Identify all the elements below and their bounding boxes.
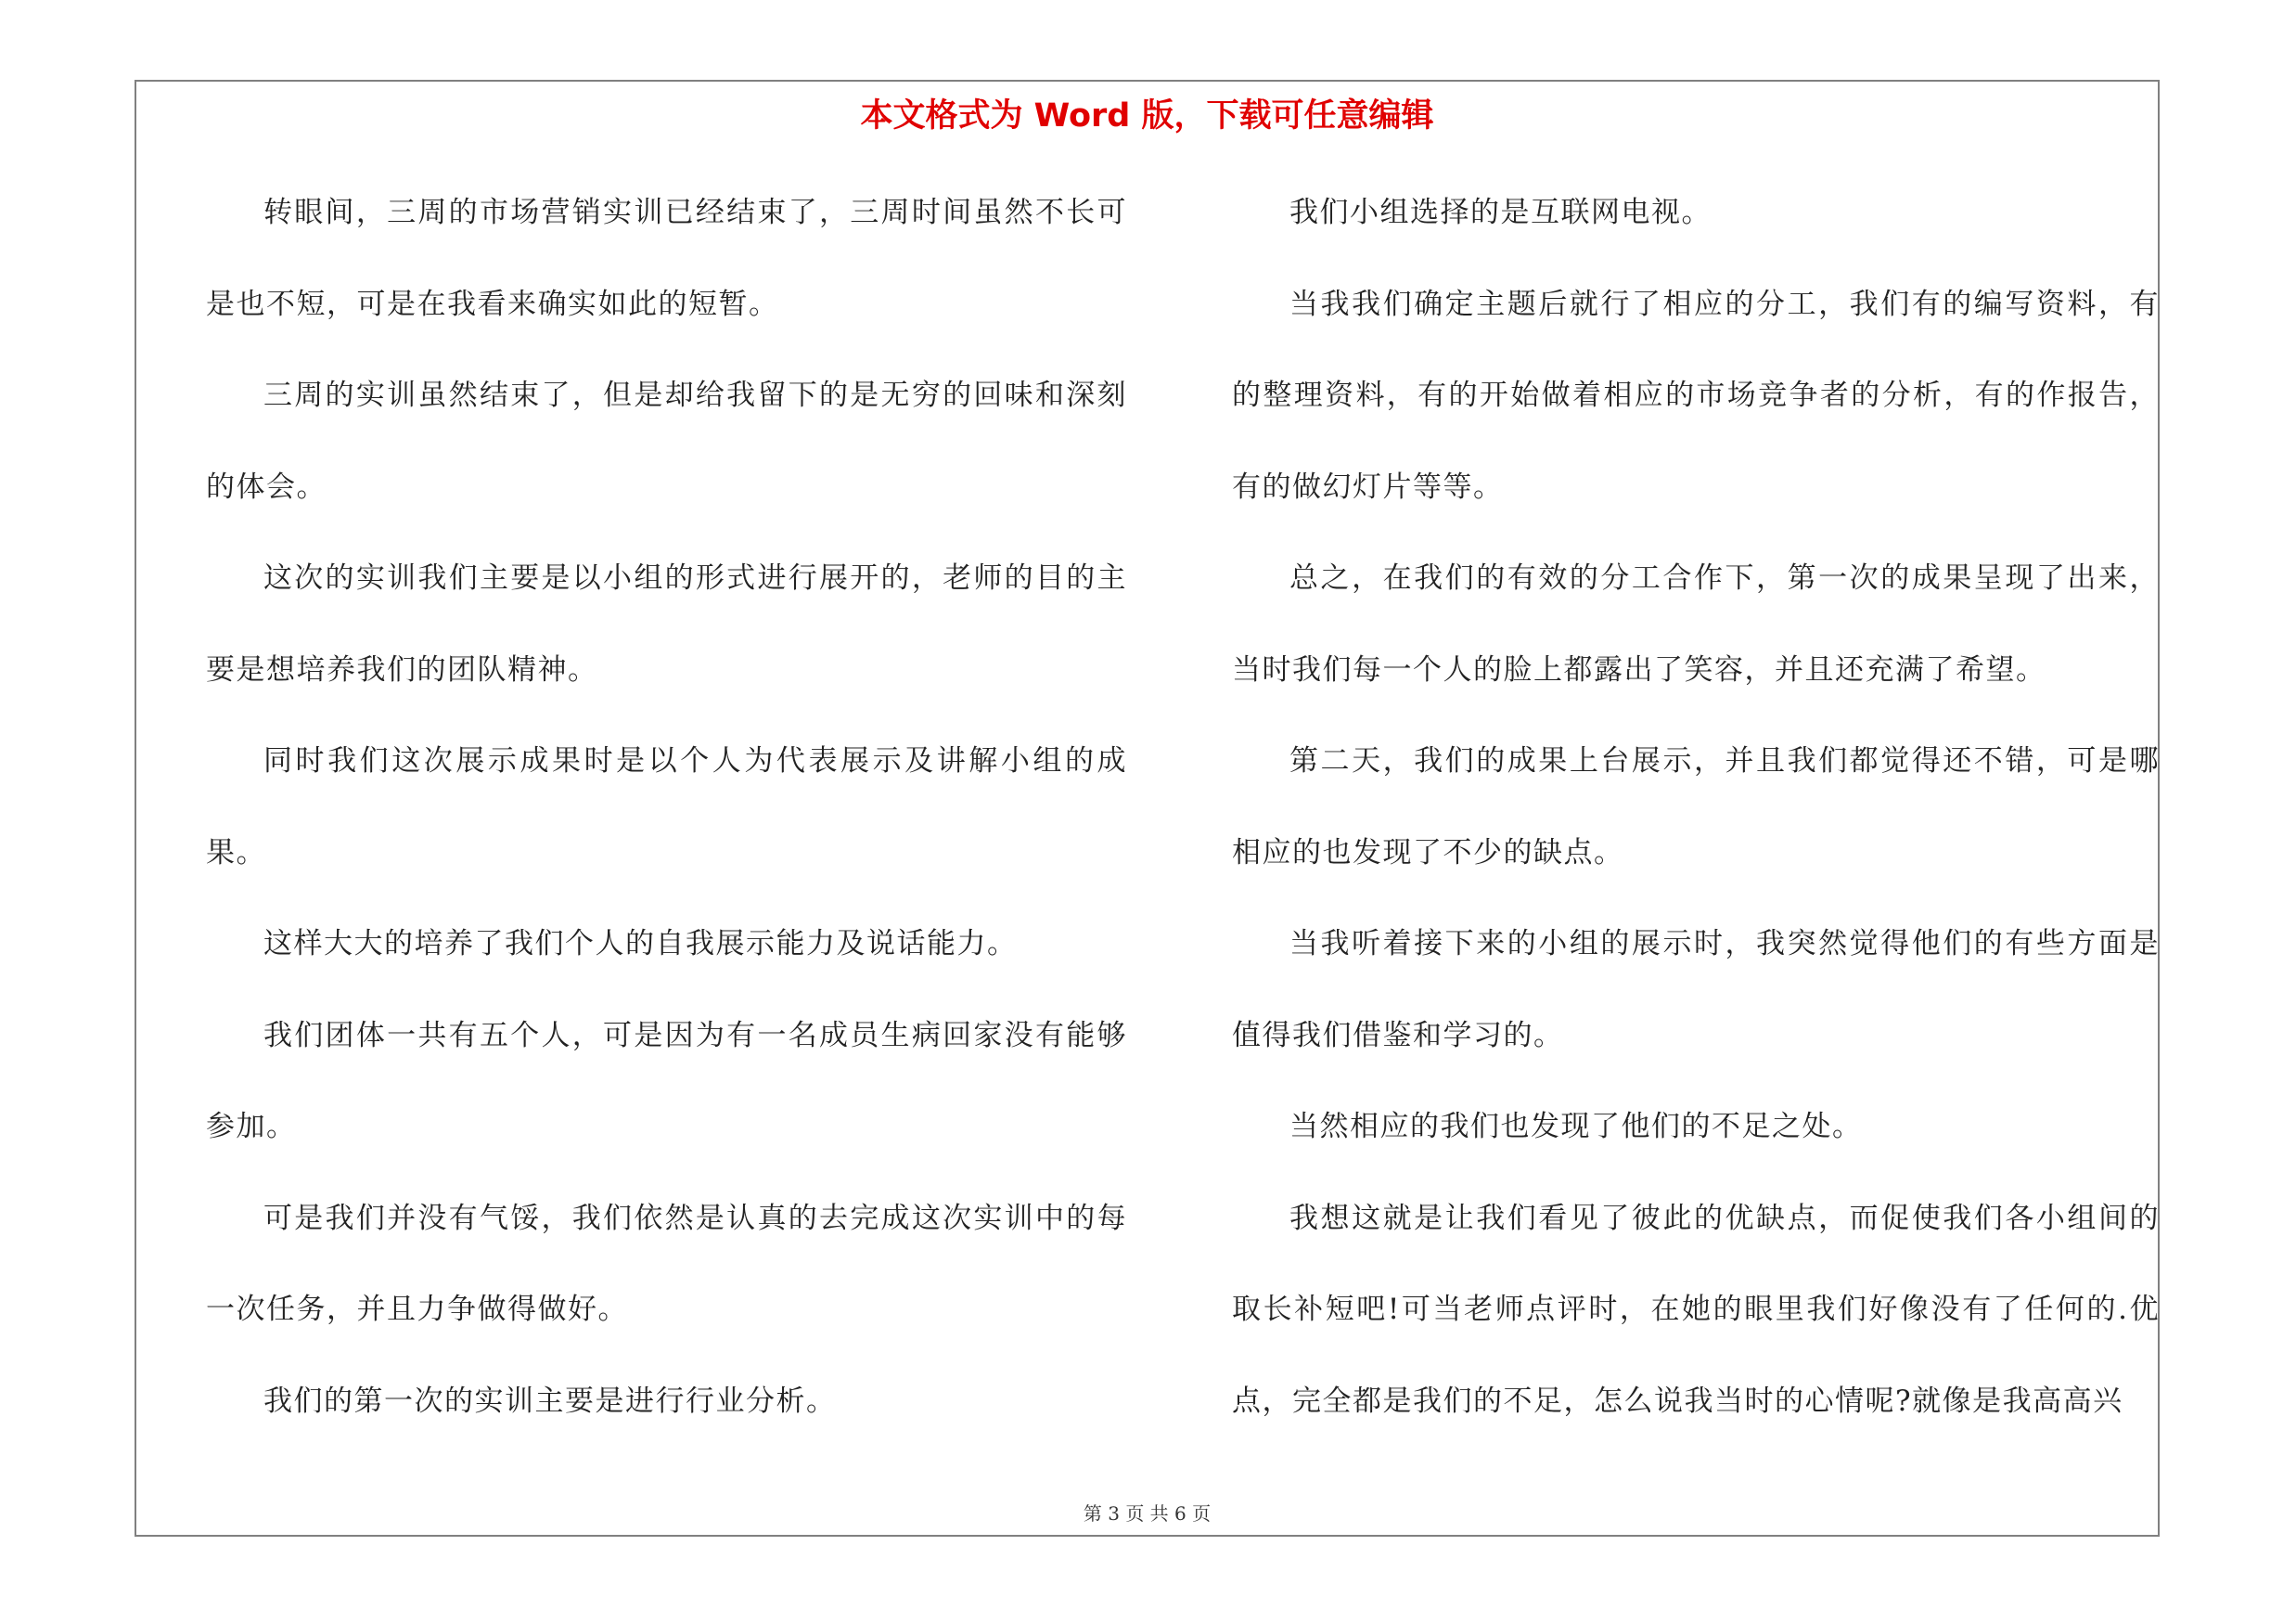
page-number: 第 3 页 共 6 页: [1083, 1502, 1212, 1525]
paragraph: 当然相应的我们也发现了他们的不足之处。: [1289, 1110, 1863, 1143]
paragraph: 转眼间，三周的市场营销实训已经结束了，三周时间虽然不长可是也不短，可是在我看来确实如此的短暂。: [206, 196, 1127, 321]
paragraph: 三周的实训虽然结束了，但是却给我留下的是无穷的回味和深刻的体会。: [206, 379, 1127, 504]
paragraph: 第二天，我们的成果上台展示，并且我们都觉得还不错，可是哪相应的也发现了不少的缺点。: [1232, 744, 2160, 869]
right-column: [1232, 167, 2160, 1447]
format-banner: 本文格式为 Word 版，下载可任意编辑: [860, 97, 1434, 135]
paragraph: 这次的实训我们主要是以小组的形式进行展开的，老师的目的主要是想培养我们的团队精神。: [206, 561, 1127, 687]
paragraph: 我们的第一次的实训主要是进行行业分析。: [263, 1384, 837, 1418]
paragraph: 同时我们这次展示成果时是以个人为代表展示及讲解小组的成果。: [206, 744, 1127, 869]
left-column: [206, 167, 1127, 1447]
paragraph: 总之，在我们的有效的分工合作下，第一次的成果呈现了出来，当时我们每一个人的脸上都露出了笑容，并且还充满了希望。: [1232, 561, 2160, 687]
paragraph: 我想这就是让我们看见了彼此的优缺点，而促使我们各小组间的取长补短吧!可当老师点评时，在她的眼里我们好像没有了任何的.优点，完全都是我们的不足，怎么说我当时的心情呢?就像是我高高兴: [1232, 1201, 2160, 1418]
paragraph: 我们小组选择的是互联网电视。: [1289, 196, 1712, 229]
paragraph: 当我我们确定主题后就行了相应的分工，我们有的编写资料，有的整理资料，有的开始做着相应的市场竞争者的分析，有的作报告，有的做幻灯片等等。: [1232, 287, 2160, 504]
paragraph: 可是我们并没有气馁，我们依然是认真的去完成这次实训中的每一次任务，并且力争做得做好。: [206, 1201, 1127, 1326]
paragraph: 当我听着接下来的小组的展示时，我突然觉得他们的有些方面是值得我们借鉴和学习的。: [1232, 927, 2160, 1052]
paragraph: 这样大大的培养了我们个人的自我展示能力及说话能力。: [263, 927, 1018, 960]
document-page: [135, 80, 2160, 1537]
paragraph: 我们团体一共有五个人，可是因为有一名成员生病回家没有能够参加。: [206, 1018, 1127, 1143]
